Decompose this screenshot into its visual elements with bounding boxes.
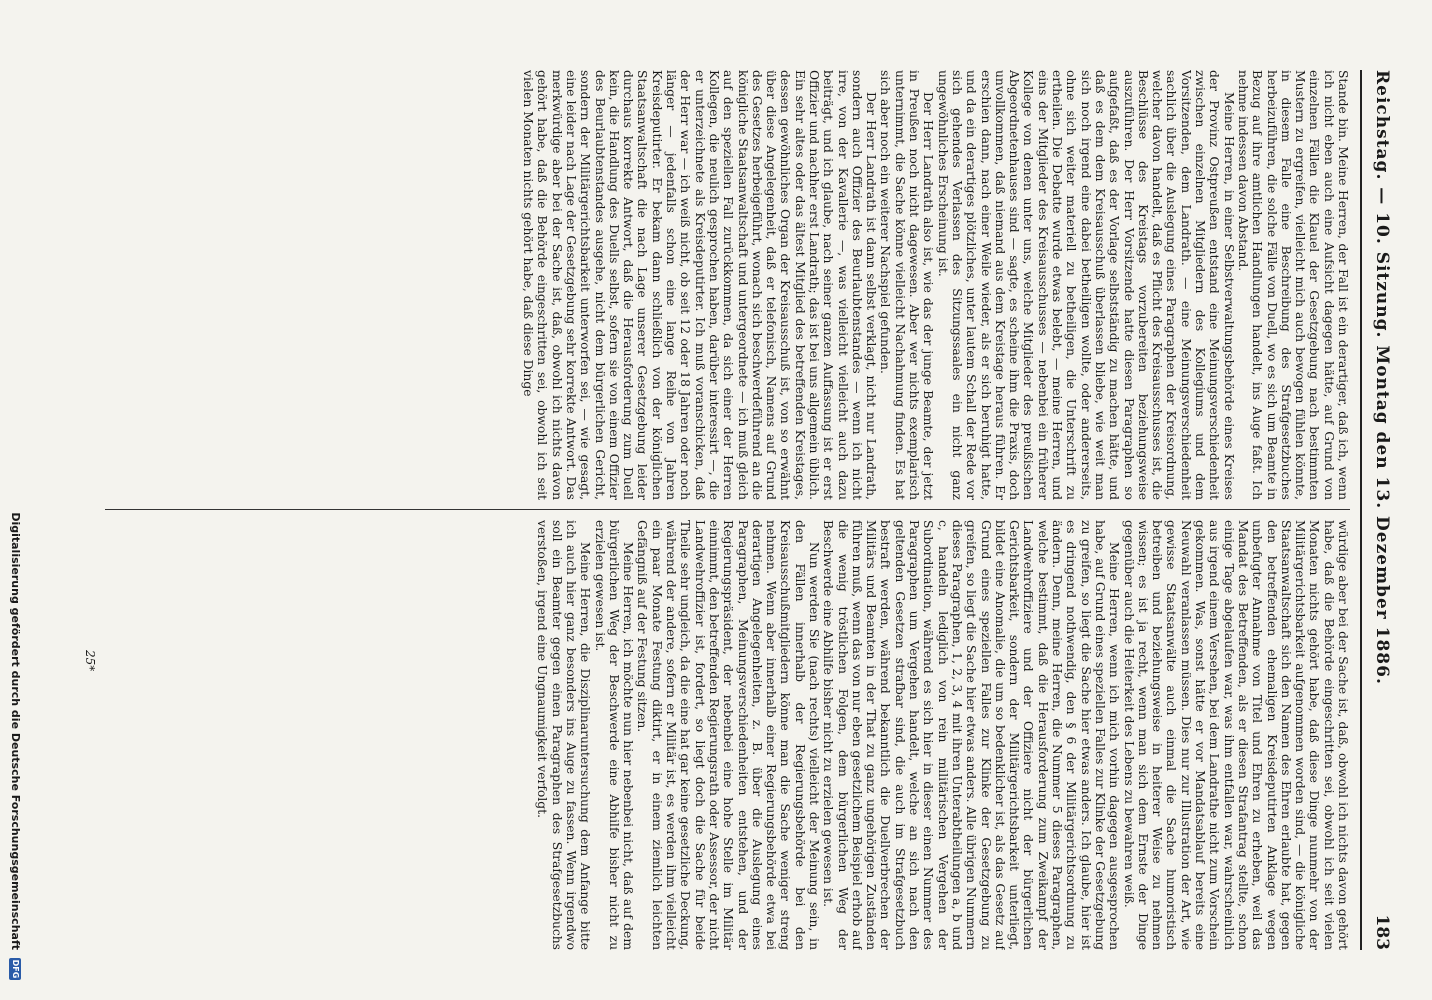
paragraph: Der Herr Landrath also ist, wie das der junge Beamte, der jetzt in Preußen noch nicht dagewesen. Aber wer nichts exemplarisch unternimmt, die Sache könne vielleicht Nachahmung finden. Es hat sich aber noch ein weiterer Nachspiel gefunden. [878,70,936,500]
paragraph: Der Herr Landrath ist dann selbst verklagt, nicht nur Landrath, sondern auch Offizier des Beurlaubtenstandes — wenn ich nicht irre, von der Kavallerie —, was vielleicht vielleicht auch dazu beiträgt, und ich glaube, nach seiner ganzen Auffassung ist er erst Offizier und nachher erst Landrath; das ist bei uns allgemein üblich. Ein sehr altes oder das ältest Mitglied des betreffenden Kreistages, dessen gewöhnliches Organ der Kreisausschuß ist, von so erwähnt über diese Angelegenheit, daß er telefonisch, Namens auf Grund des Gesetzes herbeigeführt, wonach sich beschwerdeführend an die königliche Staatsanwaltschaft und untergeordnete — ich muß gleich auf den speziellen Fall zurückkommen, da sich einer der Herren Kollegen, die neulich gesprochen haben, darüber interessirt —, die er unterzeichnete als Kreisdeputirter. Ich muß voranschicken, daß der Herr war — ich weiß nicht, ob seit 12 oder 18 Jahren oder noch länger — jedenfalls schon eine lange Reihe von Jahren Kreisdeputirter. Er bekam dann schließlich von der königlichen Staatsanwaltschaft die nach Lage unserer Gesetzgebung leider durchaus korrekte Antwort, daß die Herausforderung zum Duell kein, die Handlung des Duells selbst, sofern sie von einem Offizier des Beurlaubtenstandes ausgehe, nicht dem bürgerlichen Gericht, sondern der Militärgerichtsbarkeit unterworfen sei, — wie gesagt, eine leider nach Lage der Gesetzgebung sehr korrekte Antwort. Das merkwürdige aber bei der Sache ist, daß, obwohl ich nichts davon gehört habe, daß die Behörde eingeschritten sei, obwohl ich seit vielen Monaten nichts gehört habe, daß diese Dinge [521,70,879,500]
digitization-credit [9,100,22,980]
dfg-logo-icon: DFG [11,959,21,979]
left-column [105,70,1350,500]
signature-mark: 25* [83,650,97,672]
page-number: 183 [1372,914,1392,950]
right-column [105,520,1350,950]
paragraph: würdige aber bei der Sache ist, daß, obwohl ich nichts davon gehört habe, daß die Behörde eingeschritten sei, obwohl ich seit vielen Monaten nichts gehört habe, daß diese Dinge nunmehr von der Militärgerichtsbarkeit aufgenommen worden sind, — die königliche Staatsanwaltschaft sich den Namen des Ehren erlaubte hat, gegen den betreffenden ehemaligen Kreisdeputirten Anklage wegen unbefugter Annahme von Titel und Ehren zu erheben, weil das Mandat des Betreffenden, als er diesen Strafantrag stellte, schon einige Tage abgelaufen war, was ihm entfallen war, wahrscheinlich aus irgend einem Versehen, bei dem Landrathe nicht zum Vorschein gekommen. Was, sonst hätte er vor Mandatsablauf bereits eine Neuwahl veranlassen müssen. Dies nur zur Illustration der Art, wie gewisse Staatsanwälte auch einmal die Sache humoristisch betreiben und beziehungsweise in heiterer Weise zu nehmen wissen; es ist ja recht, wenn man sich dem Ernste der Dinge gegenüber auch die Heiterkeit des Lebens zu bewahren weiß. [1121,520,1350,950]
text-columns [105,70,1350,950]
paragraph: Nun werden Sie (nach rechts) vielleicht der Meinung sein, in den Fällen innerhalb der Regierungsbehörde bei den Kreisausschußmitgliedern könne man die Sache weniger streng nehmen. Wenn aber innerhalb einer Regierungsbehörde etwa bei derartigen Angelegenheiten, z. B. über die Auslegung eines Paragraphen, Meinungsverschiedenheiten entstehen, und der Regierungspräsident, der nebenbei eine hohe Stelle im Militär einnimmt, den betreffenden Regierungsrath oder Assessor, der nicht Landwehroffizier ist, fordert, so liegt doch die Sache für beide Theile sehr ungleich, da die eine hat gar keine gesetzliche Deckung, während der andere, sofern er Militär ist, es werden ihm vielleicht ein paar Monate Festung diktirt, er in einem ziemlich leichten Gefängniß auf der Festung sitzen. [635,520,822,950]
paragraph: Meine Herren, die Disziplinaruntersuchung dem Anfange bitte ich auch hier ganz besonders ins Auge zu fassen. Wenn irgendwo soll ein Beamter gegen einen Paragraphen des Strafgesetzbuchs verstoßen, irgend eine Ungnaumigkeit verfolgt. [535,520,593,950]
credit-text: Digitalisierung gefördert durch die Deutsche Forschungsgemeinschaft [9,512,22,950]
column-divider [105,500,1350,520]
running-title: Reichstag. — 10. Sitzung. Montag den 13. Dezember 1886. [1372,70,1392,685]
paragraph: Meine Herren, wenn ich mich vorhin dagegen ausgesprochen habe, auf Grund eines speziellen Falles zur Klinke der Gesetzgebung zu greifen, so liegt die Sache hier etwas anders. Ich glaube, hier ist es dringend nothwendig, den § 6 der Militärgerichtsordnung zu ändern. Denn, meine Herren, die Nummer 5 dieses Paragraphen, welche bestimmt, daß die Herausforderung zum Zweikampf der Landwehroffiziere und der Offiziere nicht der bürgerlichen Gerichtsbarkeit, sondern der Militärgerichtsbarkeit unterliegt, bildet eine Anomalie, die um so bedenklicher ist, als das Gesetz auf Grund eines speziellen Falles zur Klinke der Gesetzgebung zu greifen, so liegt die Sache hier etwas anders. Alle übrigen Nummern dieses Paragraphen, 1, 2, 3, 4 mit ihren Unterabtheilungen a, b und c, handeln lediglich von rein militärischen Vergehen der Subordination, während es sich hier in dieser einen Nummer des Paragraphen um Vergehen handelt, welche an sich nach den geltenden Gesetzen strafbar sind, die auch im Strafgesetzbuch bestraft werden, während bekanntlich die Duellverbrechen der Militärs und Beamten in der That zu ganz ungehörigen Zuständen führen muß, wenn das von nur eben gesetzlichem Beispiel erhob auf die wenig tröstlichen Folgen, dem bürgerlichen Weg der Beschwerde eine Abhilfe bisher nicht zu erzielen gewesen ist. [821,520,1122,950]
paragraph: Meine Herren, ich möchte nun hier nebenbei nicht, daß auf dem bürgerlichen Weg der Beschwerde eine Abhilfe bisher nicht zu erzielen gewesen ist. [592,520,636,950]
paragraph: Stande bin. Meine Herren, der Fall ist ein derartiger, daß ich, wenn ich nicht eben auch eine Aufsicht dagegen hätte, auf Grund von einzelnen Fällen die Klauel der Gesetzgebung nach bestimmten Mustern zu ergreifen, vielleicht mich auch bewogen fühlen könnte, in diesem Falle eine Beschreibung des Strafgesetzbuches herbeizuführen, die solche Fälle von Duell, wo es sich um Beamte in Bezug auf ihre amtlichen Handlungen handelt, ins Auge faßt. Ich nehme indessen davon Abstand. [1235,70,1350,500]
page-header [1360,70,1402,950]
paragraph: Meine Herren, in einer Selbstverwaltungsbehörde eines Kreises der Provinz Ostpreußen entstand eine Meinungsverschiedenheit zwischen einzelnen Mitgliedern des Kollegiums und dem Vorsitzenden, dem Landrath. — eine Meinungsverschiedenheit sachlich über die Auslegung eines Paragraphen der Kreisordnung, welcher davon handelt, daß es Pflicht des Kreisausschusses ist, die Beschlüsse des Kreistags vorzubereiten beziehungsweise auszuführen. Der Herr Vorsitzende hatte diesen Paragraphen so aufgefaßt, daß es der Vorlage selbstständig zu machen hätte, und daß es dem dem Kreisausschuß überlassen bliebe, wie weit man sich noch irgend eine dabei betheiligen wollte, oder andererseits, ohne sich weiter materiell zu betheiligen, die Unterschrift zu ertheilen. Die Debatte wurde etwas belebt, — meine Herren, und eins der Mitglieder des Kreisausschusses — nebenbei ein früherer Kollege von denen unter uns, welche Mitglieder des preußischen Abgeordnetenhauses sind — sagte, es scheine ihm die Praxis, doch unvollkommen, daß niemand aus dem Kreistage heraus führen. Er erschien dann, nach einer Weile wieder, als er sich beruhigt hatte, und da ein derartiges plötzliches, unter lautem Schall der Rede vor sich gehendes Verlassen des Sitzungssaales ein nicht ganz ungewöhnliches Erscheinung ist. [935,70,1236,500]
